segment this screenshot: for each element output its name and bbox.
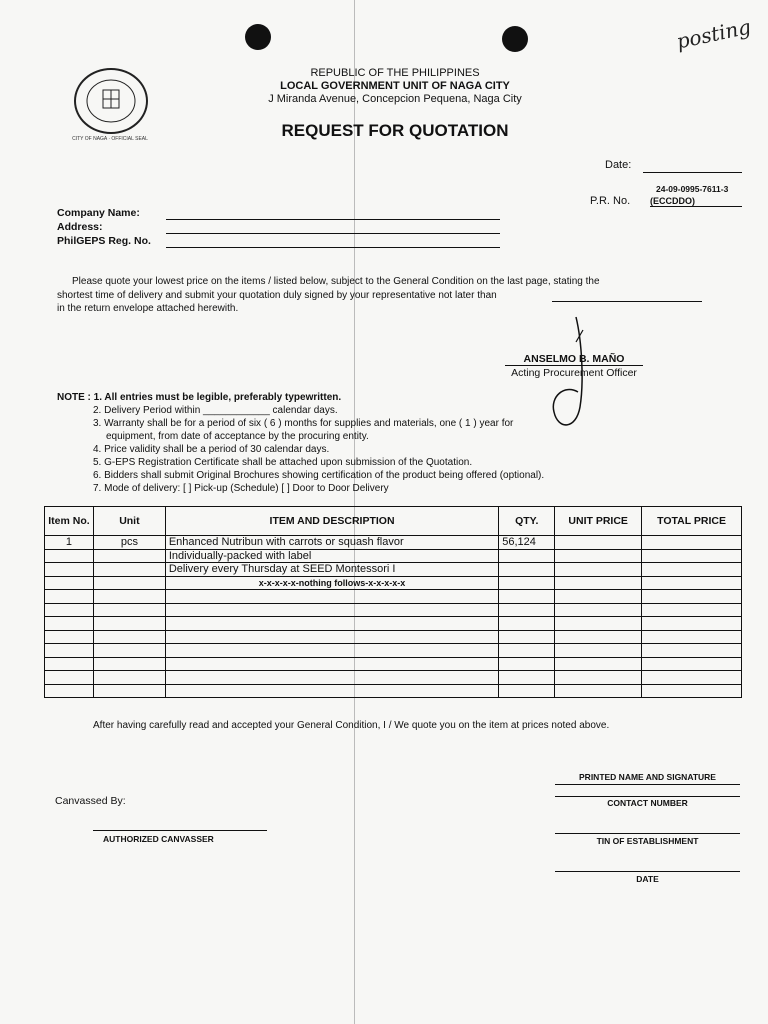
table-cell-desc: Individually-packed with label <box>165 549 498 563</box>
tin-line[interactable] <box>555 833 740 834</box>
table-cell-desc <box>165 657 498 671</box>
company-name-label: Company Name: <box>57 207 140 219</box>
closing-statement: After having carefully read and accepted your General Condition, I / We quote you on the item at prices noted above. <box>93 720 610 731</box>
address-field[interactable] <box>166 219 500 234</box>
table-row <box>45 536 742 550</box>
table-cell-tp[interactable] <box>642 590 742 604</box>
table-cell-no <box>45 590 94 604</box>
contact-number-label: CONTACT NUMBER <box>607 798 688 808</box>
page-title: REQUEST FOR QUOTATION <box>281 121 509 140</box>
table-cell-tp[interactable] <box>642 684 742 698</box>
table-cell-unit <box>93 590 165 604</box>
table-cell-no <box>45 563 94 577</box>
table-cell-up[interactable] <box>555 657 642 671</box>
table-cell-tp[interactable] <box>642 657 742 671</box>
official-seal <box>74 68 148 134</box>
header-address: J Miranda Avenue, Concepcion Pequena, Naga City <box>268 93 522 105</box>
table-cell-up[interactable] <box>555 603 642 617</box>
table-row <box>45 617 742 631</box>
table-cell-desc: x-x-x-x-x-nothing follows-x-x-x-x-x <box>165 576 498 590</box>
table-row <box>45 644 742 658</box>
table-cell-desc: Enhanced Nutribun with carrots or squash flavor <box>165 536 498 550</box>
table-cell-tp[interactable] <box>642 536 742 550</box>
table-cell-up[interactable] <box>555 576 642 590</box>
table-cell-up[interactable] <box>555 536 642 550</box>
items-table <box>44 506 742 698</box>
date-label: Date: <box>605 159 632 171</box>
pr-office: (ECCDDO) <box>650 196 742 207</box>
table-cell-unit <box>93 603 165 617</box>
note-lead: NOTE : 1. All entries must be legible, preferably typewritten. <box>57 392 342 403</box>
table-row <box>45 549 742 563</box>
table-cell-qty <box>499 563 555 577</box>
table-row <box>45 657 742 671</box>
table-cell-unit <box>93 549 165 563</box>
table-cell-up[interactable] <box>555 684 642 698</box>
header-qty: QTY. <box>499 507 555 536</box>
table-cell-desc: Delivery every Thursday at SEED Montessori I <box>165 563 498 577</box>
table-cell-unit <box>93 563 165 577</box>
table-cell-tp[interactable] <box>642 617 742 631</box>
table-cell-unit <box>93 657 165 671</box>
philgeps-label: PhilGEPS Reg. No. <box>57 235 151 247</box>
seal-emblem-icon <box>76 70 146 132</box>
table-row <box>45 603 742 617</box>
table-cell-no <box>45 684 94 698</box>
note-3a: 3. Warranty shall be for a period of six ( 6 ) months for supplies and materials, one ( 1 ) year for <box>93 418 514 429</box>
printed-name-label: PRINTED NAME AND SIGNATURE <box>579 772 716 782</box>
note-5: 5. G-EPS Registration Certificate shall be attached upon submission of the Quotation. <box>93 457 473 468</box>
punch-hole-right <box>502 26 528 52</box>
authorized-canvasser-label: AUTHORIZED CANVASSER <box>103 834 214 844</box>
table-cell-desc <box>165 603 498 617</box>
header-republic: REPUBLIC OF THE PHILIPPINES <box>310 67 480 79</box>
address-label: Address: <box>57 221 103 233</box>
note-1 <box>57 391 341 404</box>
table-row <box>45 563 742 577</box>
pr-number: 24-09-0995-7611-3 <box>656 184 729 194</box>
table-cell-qty <box>499 603 555 617</box>
header-unit-price: UNIT PRICE <box>555 507 642 536</box>
table-cell-no <box>45 603 94 617</box>
note-6: 6. Bidders shall submit Original Brochures showing certification of the product being offered (optional). <box>93 470 545 481</box>
date-line[interactable] <box>555 871 740 872</box>
officer-title: Acting Procurement Officer <box>511 367 637 379</box>
table-cell-tp[interactable] <box>642 644 742 658</box>
table-cell-tp[interactable] <box>642 671 742 685</box>
header-item-description: ITEM AND DESCRIPTION <box>165 507 498 536</box>
table-cell-qty <box>499 684 555 698</box>
note-3b: equipment, from date of acceptance by the procuring entity. <box>106 431 369 442</box>
table-cell-qty <box>499 590 555 604</box>
table-row <box>45 630 742 644</box>
table-row <box>45 590 742 604</box>
punch-hole-left <box>245 24 271 50</box>
table-cell-qty: 56,124 <box>499 536 555 550</box>
table-cell-tp[interactable] <box>642 563 742 577</box>
table-cell-qty <box>499 617 555 631</box>
table-cell-no <box>45 657 94 671</box>
footer-date-label: DATE <box>636 874 659 884</box>
intro-line-2: shortest time of delivery and submit your quotation duly signed by your representative not later than <box>57 290 497 301</box>
table-cell-up[interactable] <box>555 617 642 631</box>
table-cell-unit <box>93 617 165 631</box>
table-cell-no <box>45 671 94 685</box>
table-cell-no <box>45 617 94 631</box>
table-cell-no <box>45 644 94 658</box>
table-cell-qty <box>499 549 555 563</box>
table-cell-up[interactable] <box>555 630 642 644</box>
table-cell-unit <box>93 644 165 658</box>
officer-name: ANSELMO B. MAÑO <box>505 353 643 366</box>
table-cell-desc <box>165 630 498 644</box>
table-cell-tp[interactable] <box>642 549 742 563</box>
note-7: 7. Mode of delivery: [ ] Pick-up (Schedule) [ ] Door to Door Delivery <box>93 483 389 494</box>
canvasser-signature-line[interactable] <box>93 830 267 831</box>
table-cell-unit <box>93 684 165 698</box>
note-4: 4. Price validity shall be a period of 30 calendar days. <box>93 444 330 455</box>
table-cell-unit: pcs <box>93 536 165 550</box>
table-row <box>45 684 742 698</box>
canvassed-by-label: Canvassed By: <box>55 795 126 807</box>
table-cell-tp[interactable] <box>642 576 742 590</box>
table-cell-qty <box>499 644 555 658</box>
table-cell-qty <box>499 657 555 671</box>
table-cell-desc <box>165 644 498 658</box>
header-item-no: Item No. <box>45 507 94 536</box>
table-cell-tp[interactable] <box>642 630 742 644</box>
table-cell-desc <box>165 671 498 685</box>
table-cell-no <box>45 630 94 644</box>
table-cell-up[interactable] <box>555 644 642 658</box>
table-cell-unit <box>93 576 165 590</box>
intro-line-1: Please quote your lowest price on the items / listed below, subject to the General Condition on the last page, stating the <box>72 276 600 287</box>
table-cell-qty <box>499 630 555 644</box>
table-cell-up[interactable] <box>555 590 642 604</box>
header-lgu: LOCAL GOVERNMENT UNIT OF NAGA CITY <box>280 80 510 92</box>
date-field[interactable] <box>643 158 742 173</box>
table-cell-qty <box>499 671 555 685</box>
table-cell-no <box>45 576 94 590</box>
seal-text: CITY OF NAGA · OFFICIAL SEAL <box>72 136 148 142</box>
header-unit: Unit <box>93 507 165 536</box>
table-cell-desc <box>165 590 498 604</box>
table-header-row <box>45 507 742 536</box>
tin-label: TIN OF ESTABLISHMENT <box>596 836 699 846</box>
table-row <box>45 671 742 685</box>
printed-name-line[interactable] <box>555 784 740 785</box>
deadline-field[interactable] <box>552 288 702 302</box>
company-name-field[interactable] <box>166 205 500 220</box>
table-cell-no: 1 <box>45 536 94 550</box>
table-cell-unit <box>93 671 165 685</box>
table-cell-no <box>45 549 94 563</box>
philgeps-field[interactable] <box>166 233 500 248</box>
note-2: 2. Delivery Period within ____________ calendar days. <box>93 405 338 416</box>
table-cell-up[interactable] <box>555 671 642 685</box>
table-cell-unit <box>93 630 165 644</box>
handwritten-note: posting <box>674 14 753 54</box>
intro-line-3: in the return envelope attached herewith. <box>57 303 239 314</box>
table-cell-tp[interactable] <box>642 603 742 617</box>
table-cell-qty <box>499 576 555 590</box>
header-total-price: TOTAL PRICE <box>642 507 742 536</box>
table-cell-desc <box>165 684 498 698</box>
table-cell-desc <box>165 617 498 631</box>
table-cell-up[interactable] <box>555 549 642 563</box>
table-cell-up[interactable] <box>555 563 642 577</box>
contact-number-line[interactable] <box>555 796 740 797</box>
table-row <box>45 576 742 590</box>
pr-label: P.R. No. <box>590 195 631 207</box>
